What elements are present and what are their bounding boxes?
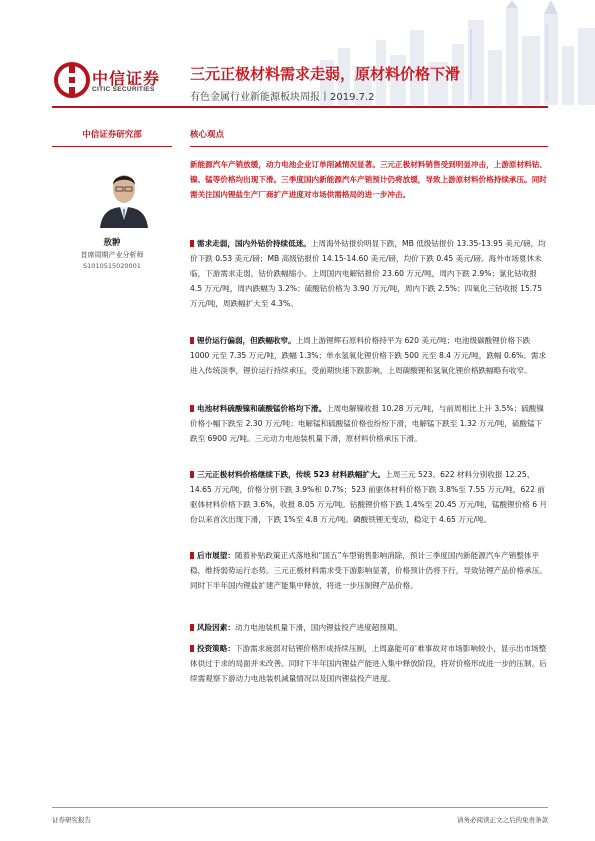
section-body: 上周三元 523、622 材料分别收报 12.25、14.65 万元/吨，价格分别下跌 3.9%和 0.7%；523 前驱体材料价格下跌 3.8%至 7.55 万元/吨，622 前驱体材料价格下跌 3.6%，收报 8.05 万元/吨。钴酸锂价格下跌 1.4%至 20.45 万元/吨，锰酸锂价格 6 月份以来首次出现下滑，下跌 1%至 4.8 万元/吨。磷酸铁锂无变动，稳定于 4.65 万元/吨。 [190,470,548,524]
analyst-role: 首席周期产业分析师 [80,251,144,259]
core-view-heading: 核心观点 [190,130,225,140]
analyst-name: 敖翀 [103,238,121,248]
footer-divider [52,807,548,808]
right-divider [190,146,548,147]
footer-report-type: 证券研究报告 [52,816,91,824]
section-body: 上周海外钴报价明显下跌，MB 低级钴报价 13.35-13.95 美元/磅，均价下跌 0.53 美元/磅；MB 高级钴报价 14.15-14.60 美元/磅，均价下跌 0.45 美元/磅。海外市场夏休未临，下游需求走弱，钴价跌幅缩小。上周国内电解钴报价 23.60 万元/吨，周内下跌 2.9%；氯化钴收报 4.5 万元/吨，周内跌幅为 3.2%；硫酸钴价格为 3.90 万元/吨，周内下跌 2.5%；四氧化三钴收报 15.75 万元/吨，周跌幅扩大至 4.3%。 [190,239,546,308]
left-divider [52,146,172,147]
analyst-license-id: S1010515020001 [83,262,141,270]
logo-wordmark-cn: 中信证券 [92,69,161,88]
summary-paragraph: 新能源汽车产销放缓，动力电池企业订单削减情况显著。三元正极材料销售受到明显冲击，上游原材料钴、镍、锰等价格均出现下滑。三季度国内新能源汽车产销预计仍将放缓，导致上游原材料价格持续承压。同时需关注国内锂盐生产厂商扩产进度对市场供需格局的进一步冲击。 [190,160,547,199]
section-lead: 电池材料硫酸镍和硫酸锰价格均下滑。 [197,404,327,413]
section-bullet-icon [190,405,194,412]
header-divider [52,106,548,108]
footer-disclaimer: 请务必阅读正文之后的免责条款 [457,816,548,824]
report-subtitle: 有色金属行业新能源板块周报丨2019.7.2 [190,92,375,103]
section-bullet-icon [190,552,194,559]
section-body: 上周上游锂辉石原料价格持平为 620 美元/吨；电池级碳酸锂价格下跌 1000 元至 7.35 万元/吨，跌幅 1.3%；单水氢氧化锂价格下跌 500 元至 8.4 万元/吨，跌幅 0.6%。需求进入传统淡季，锂价运行持续承压，受前期快速下跌影响，上周碳酸锂和氢氧化锂价格跌幅略有收窄。 [190,336,547,375]
section-lithium [190,333,548,378]
section-bullet-icon [190,645,194,652]
section-body: 下游需求疲弱对钴锂价格形成持续压制，上周嘉能可矿难事故对市场影响较小，显示出市场整体供过于求的局面并未改善。同时下半年国内锂盐产能进入集中释放阶段，将对价格形成进一步的压制。后续需观察下游动力电池装机减量情况以及国内锂盐投产进度。 [190,644,547,683]
citic-logo-icon [54,62,90,98]
section-lead: 锂价运行偏弱，但跌幅收窄。 [197,336,296,345]
section-lead: 后市展望： [197,551,235,560]
section-lead: 三元正极材料价格继续下跌，传统 523 材料跌幅扩大。 [197,470,386,479]
section-risk [190,620,548,635]
section-strategy [190,641,548,686]
report-title: 三元正极材料需求走弱，原材料价格下滑 [190,65,461,83]
research-dept-heading: 中信证券研究部 [82,130,142,140]
section-bullet-icon [190,337,194,344]
section-cobalt [190,236,548,311]
section-outlook [190,548,548,593]
section-bullet-icon [190,471,194,478]
section-lead: 风险因素： [197,623,235,632]
section-body: 随着补贴政策正式落地和“国五”车型销售影响消除，预计三季度国内新能源汽车产销整体平稳，维持弱势运行态势。三元正极材料需求受下游影响显著，价格预计仍将下行，导致钴锂产品价格承压。同时下半年国内锂盐扩建产能集中释放，将进一步压制锂产品价格。 [190,551,547,590]
section-ternary [190,467,548,527]
section-lead: 需求走弱，国内外钴价持续低迷。 [197,239,311,248]
section-body: 动力电池装机量下滑，国内锂盐投产进度超预期。 [234,623,403,632]
section-body: 上周电解镍收报 10.28 万元/吨，与前周相比上升 3.5%；硫酸镍价格小幅下跌至 2.30 万元/吨；电解锰和硫酸锰价格也纷纷下滑，电解锰下跌至 1.32 万元/吨，硫酸锰下跌至 6900 元/吨。三元动力电池装机量下滑，原材料价格承压下滑。 [190,404,544,443]
section-bullet-icon [190,240,194,247]
logo-wordmark-en: CITIC SECURITIES [92,86,155,93]
section-nickel-manganese [190,401,548,446]
analyst-photo [96,165,152,228]
section-bullet-icon [190,624,194,631]
section-lead: 投资策略： [197,644,235,653]
